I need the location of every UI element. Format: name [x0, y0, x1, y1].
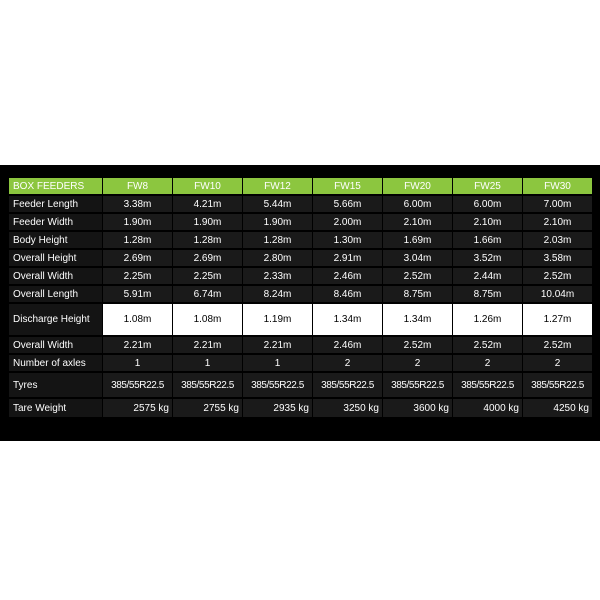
table-cell: 2.69m — [103, 250, 173, 268]
table-cell: 2.44m — [453, 268, 523, 286]
table-cell: 1 — [103, 355, 173, 373]
table-cell: 1.30m — [313, 232, 383, 250]
table-cell: 1.34m — [313, 304, 383, 337]
table-cell: 2.52m — [523, 337, 593, 355]
spec-panel — [0, 165, 600, 441]
table-cell: 8.75m — [453, 286, 523, 304]
row-label: Discharge Height — [9, 304, 103, 337]
table-cell: 2.69m — [173, 250, 243, 268]
table-cell: 2.21m — [103, 337, 173, 355]
table-cell: 2.52m — [383, 337, 453, 355]
table-cell: 2 — [313, 355, 383, 373]
table-row — [9, 196, 593, 214]
table-cell: 385/55R22.5 — [103, 373, 173, 399]
row-label: Feeder Width — [9, 214, 103, 232]
table-cell: 1.69m — [383, 232, 453, 250]
row-label: Tare Weight — [9, 399, 103, 419]
table-cell: 1.28m — [103, 232, 173, 250]
table-cell: 2935 kg — [243, 399, 313, 419]
table-cell: 2.10m — [523, 214, 593, 232]
table-cell: 8.75m — [383, 286, 453, 304]
header-cell: FW8 — [103, 178, 173, 196]
table-cell: 2 — [523, 355, 593, 373]
table-row — [9, 304, 593, 337]
table-cell: 2.46m — [313, 268, 383, 286]
table-cell: 2.33m — [243, 268, 313, 286]
table-cell: 6.00m — [453, 196, 523, 214]
table-cell: 2.52m — [523, 268, 593, 286]
table-cell: 2.03m — [523, 232, 593, 250]
row-label: Number of axles — [9, 355, 103, 373]
table-cell: 3.38m — [103, 196, 173, 214]
table-cell: 8.24m — [243, 286, 313, 304]
table-cell: 8.46m — [313, 286, 383, 304]
table-cell: 3600 kg — [383, 399, 453, 419]
table-cell: 6.74m — [173, 286, 243, 304]
table-cell: 2.21m — [243, 337, 313, 355]
table-cell: 2.10m — [383, 214, 453, 232]
table-cell: 1.90m — [103, 214, 173, 232]
header-cell: FW15 — [313, 178, 383, 196]
table-cell: 2 — [453, 355, 523, 373]
table-cell: 5.66m — [313, 196, 383, 214]
row-label: Body Height — [9, 232, 103, 250]
table-cell: 2575 kg — [103, 399, 173, 419]
header-cell: FW30 — [523, 178, 593, 196]
table-row — [9, 214, 593, 232]
table-cell: 1.08m — [173, 304, 243, 337]
table-cell: 1.90m — [243, 214, 313, 232]
table-cell: 3.04m — [383, 250, 453, 268]
table-cell: 2.00m — [313, 214, 383, 232]
table-cell: 1.27m — [523, 304, 593, 337]
table-cell: 1.19m — [243, 304, 313, 337]
table-cell: 1 — [243, 355, 313, 373]
header-cell: FW12 — [243, 178, 313, 196]
row-label: Overall Length — [9, 286, 103, 304]
header-cell: BOX FEEDERS — [9, 178, 103, 196]
table-row — [9, 373, 593, 399]
header-cell: FW10 — [173, 178, 243, 196]
table-cell: 2.52m — [453, 337, 523, 355]
table-cell: 1.66m — [453, 232, 523, 250]
row-label: Overall Height — [9, 250, 103, 268]
row-label: Feeder Length — [9, 196, 103, 214]
table-row — [9, 250, 593, 268]
table-cell: 385/55R22.5 — [523, 373, 593, 399]
row-label: Tyres — [9, 373, 103, 399]
table-cell: 3.58m — [523, 250, 593, 268]
table-cell: 2.52m — [383, 268, 453, 286]
table-cell: 3.52m — [453, 250, 523, 268]
table-row — [9, 337, 593, 355]
table-row — [9, 399, 593, 419]
table-cell: 1.28m — [173, 232, 243, 250]
table-cell: 385/55R22.5 — [173, 373, 243, 399]
table-cell: 2.10m — [453, 214, 523, 232]
table-row — [9, 355, 593, 373]
header-cell: FW20 — [383, 178, 453, 196]
table-row — [9, 268, 593, 286]
table-cell: 10.04m — [523, 286, 593, 304]
box-feeder-spec-table — [9, 178, 593, 419]
header-cell: FW25 — [453, 178, 523, 196]
row-label: Overall Width — [9, 337, 103, 355]
table-cell: 1.34m — [383, 304, 453, 337]
table-cell: 4.21m — [173, 196, 243, 214]
table-cell: 4250 kg — [523, 399, 593, 419]
table-cell: 7.00m — [523, 196, 593, 214]
table-cell: 385/55R22.5 — [453, 373, 523, 399]
table-row — [9, 286, 593, 304]
table-cell: 2.91m — [313, 250, 383, 268]
table-cell: 2.25m — [173, 268, 243, 286]
table-cell: 1.28m — [243, 232, 313, 250]
table-cell: 2.25m — [103, 268, 173, 286]
table-cell: 1.08m — [103, 304, 173, 337]
table-cell: 5.44m — [243, 196, 313, 214]
table-cell: 385/55R22.5 — [313, 373, 383, 399]
table-cell: 2.80m — [243, 250, 313, 268]
table-cell: 5.91m — [103, 286, 173, 304]
table-cell: 6.00m — [383, 196, 453, 214]
table-cell: 1 — [173, 355, 243, 373]
table-cell: 2.46m — [313, 337, 383, 355]
table-cell: 1.90m — [173, 214, 243, 232]
table-cell: 2 — [383, 355, 453, 373]
row-label: Overall Width — [9, 268, 103, 286]
table-cell: 2755 kg — [173, 399, 243, 419]
table-cell: 3250 kg — [313, 399, 383, 419]
table-cell: 2.21m — [173, 337, 243, 355]
table-row — [9, 232, 593, 250]
table-cell: 1.26m — [453, 304, 523, 337]
table-cell: 385/55R22.5 — [243, 373, 313, 399]
table-cell: 4000 kg — [453, 399, 523, 419]
table-header-row — [9, 178, 593, 196]
table-cell: 385/55R22.5 — [383, 373, 453, 399]
